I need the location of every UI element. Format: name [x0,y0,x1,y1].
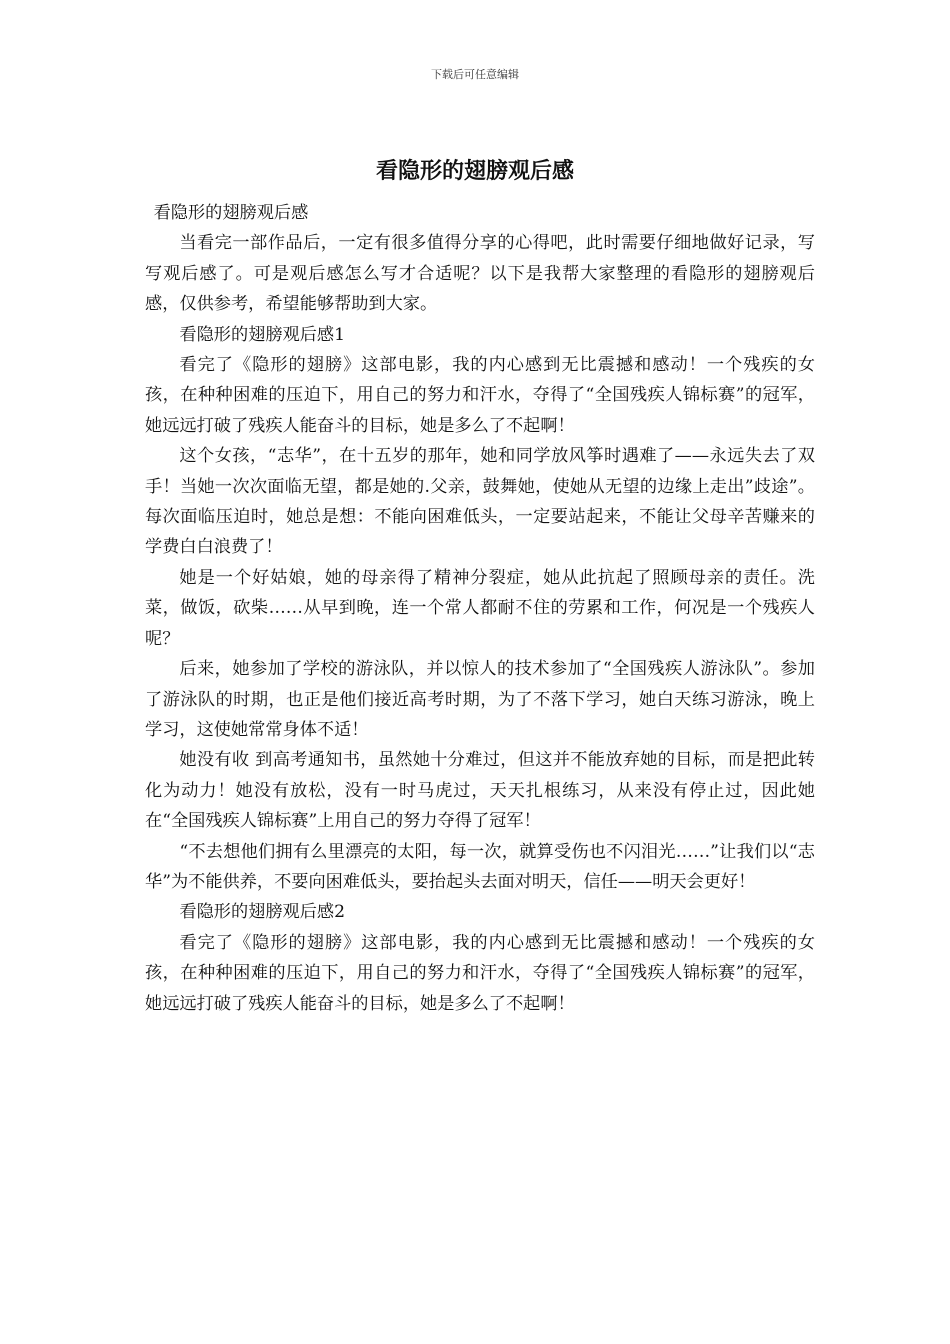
body-paragraph: 看完了《隐形的翅膀》这部电影，我的内心感到无比震撼和感动！一个残疾的女孩，在种种困难的压迫下，用自己的努力和汗水，夺得了“全国残疾人锦标赛”的冠军，她远远打破了残疾人能奋斗的目标，她是多么了不起啊！ [145,355,815,436]
body-paragraph: “不去想他们拥有么里漂亮的太阳，每一次，就算受伤也不闪泪光……”让我们以“志华”为不能供养，不要向困难低头，要抬起头去面对明天，信任——明天会更好！ [145,841,815,892]
body-paragraph: 她是一个好姑娘，她的母亲得了精神分裂症，她从此抗起了照顾母亲的责任。洗菜，做饭，砍柴……从早到晚，连一个常人都耐不住的劳累和工作，何况是一个残疾人呢？ [145,567,815,649]
body-paragraph: 后来，她参加了学校的游泳队，并以惊人的技术参加了“全国残疾人游泳队”。参加了游泳队的时期，也正是他们接近高考时期，为了不落下学习，她白天练习游泳，晚上学习，这使她常常身体不适！ [145,659,815,740]
header-note: 下载后可任意编辑 [431,68,519,81]
document-body [145,198,815,1019]
subtitle-paragraph: 看隐形的翅膀观后感 [153,203,309,223]
body-paragraph: 看完了《隐形的翅膀》这部电影，我的内心感到无比震撼和感动！一个残疾的女孩，在种种困难的压迫下，用自己的努力和汗水，夺得了“全国残疾人锦标赛”的冠军，她远远打破了残疾人能奋斗的目标，她是多么了不起啊！ [145,932,815,1014]
section-heading-2: 看隐形的翅膀观后感2 [179,902,346,923]
body-paragraph: 她没有收 到高考通知书，虽然她十分难过，但这并不能放弃她的目标，而是把此转化为动力！她没有放松，没有一时马虎过，天天扎根练习，从来没有停止过，因此她在“全国残疾人锦标赛”上用自己的努力夺得了冠军！ [145,750,815,832]
intro-paragraph: 当看完一部作品后，一定有很多值得分享的心得吧，此时需要仔细地做好记录，写写观后感了。可是观后感怎么写才合适呢？以下是我帮大家整理的看隐形的翅膀观后感，仅供参考，希望能够帮助到大家。 [145,233,815,315]
section-heading-1: 看隐形的翅膀观后感1 [179,324,346,345]
body-paragraph: 这个女孩，“志华”，在十五岁的那年，她和同学放风筝时遇难了——永远失去了双手！当她一次次面临无望，都是她的.父亲，鼓舞她，使她从无望的边缘上走出”歧途”。每次面临压迫时，她总是想：不能向困难低头，一定要站起来，不能让父母辛苦赚来的学费白白浪费了！ [145,446,815,558]
document-title: 看隐形的翅膀观后感 [375,158,574,184]
